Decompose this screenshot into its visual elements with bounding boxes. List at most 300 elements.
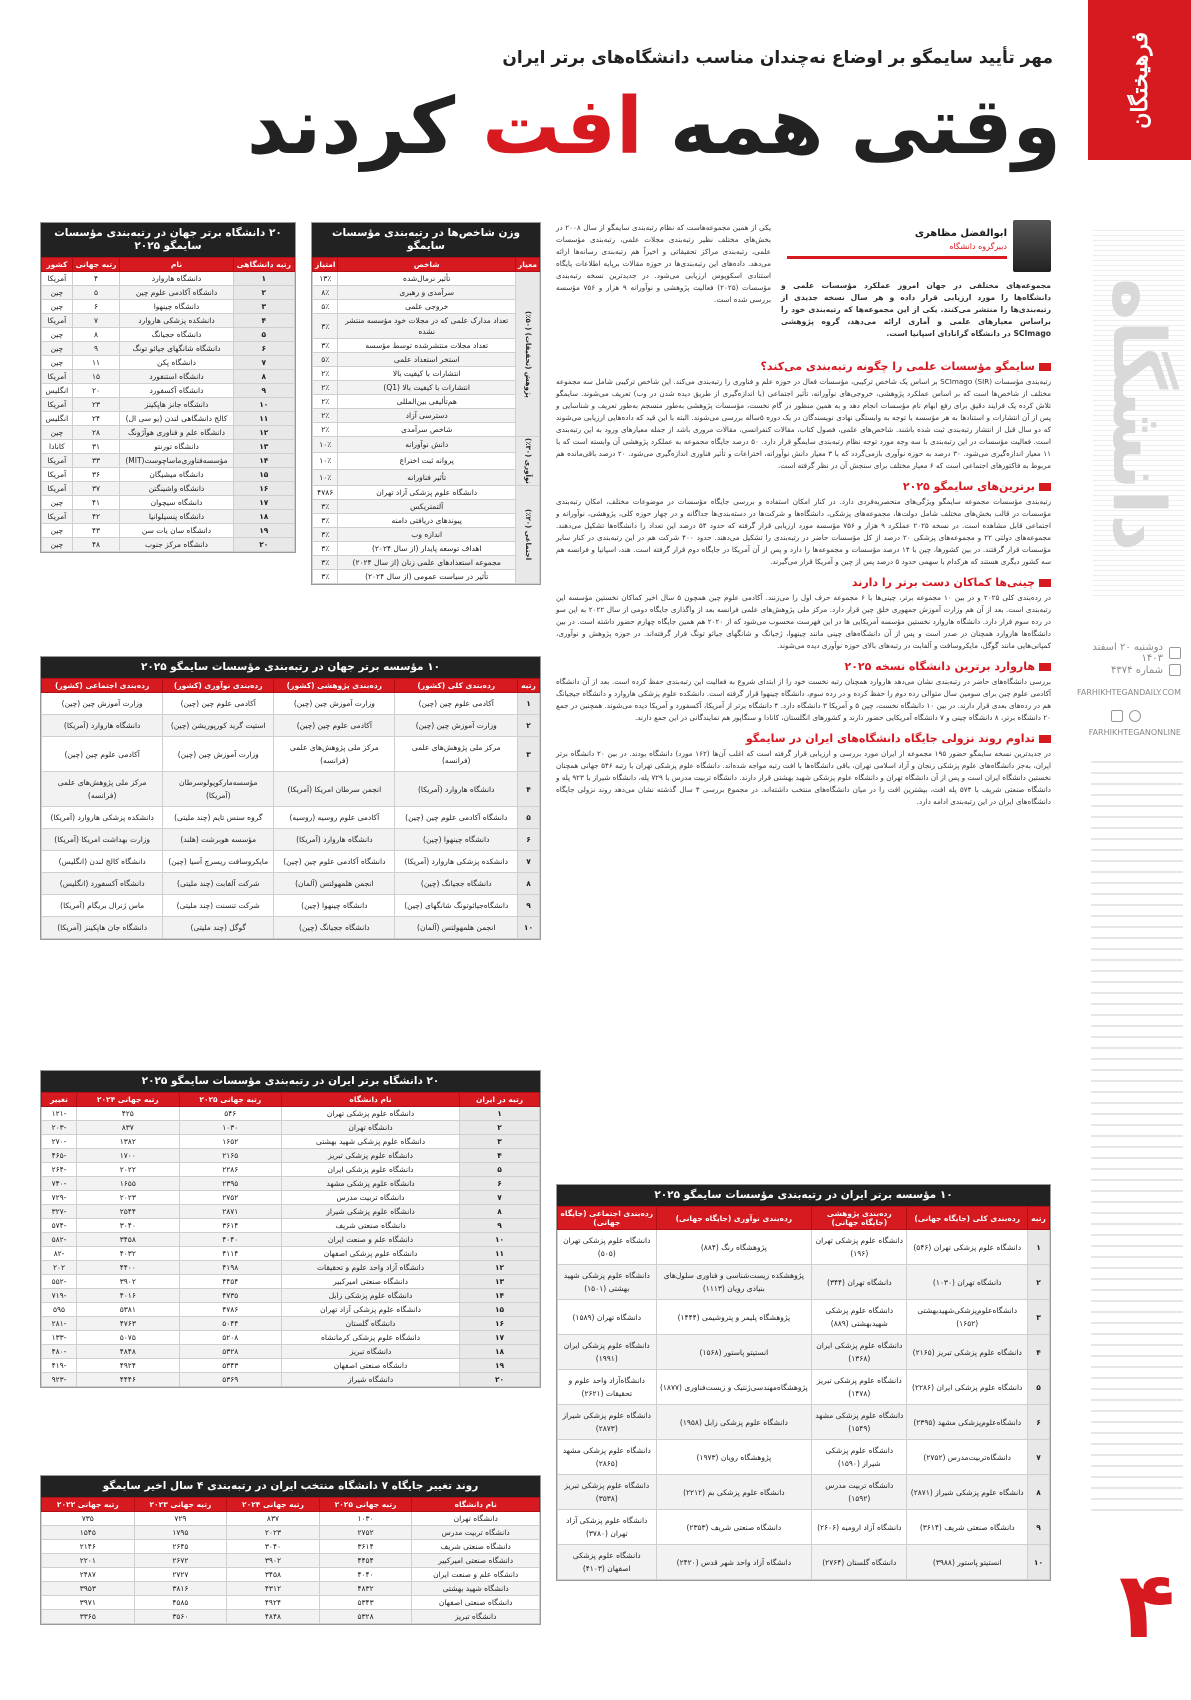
table-cell: ۴۱۱۴	[179, 1247, 281, 1261]
table-cell: دانشگاه علوم پزشکی تبریز (۲۱۶۵)	[907, 1335, 1028, 1370]
table-cell: دانشگاه علوم پزشکی ایران (۱۹۹۱)	[558, 1335, 657, 1370]
table-cell: ۸	[233, 370, 294, 384]
table-cell: ۱۷۹۵	[134, 1526, 227, 1540]
table-row	[42, 1373, 540, 1387]
column-header: نام دانشگاه	[282, 1093, 460, 1107]
table-cell: -۷۴۰	[42, 1177, 77, 1191]
column-header: رده‌بندی پژوهشی (جایگاه جهانی)	[812, 1207, 907, 1230]
table-cell: ۶	[460, 1177, 540, 1191]
section-heading: سایمگو مؤسسات علمی را چگونه رتبه‌بندی می‌کند؟	[556, 360, 1051, 373]
table-cell: ۱۴	[460, 1289, 540, 1303]
table-cell: ۹	[518, 895, 540, 917]
table-cell: آکادمی علوم چین (چین)	[274, 715, 395, 737]
column-header: رتبه جهانی ۲۰۲۵	[319, 1498, 412, 1512]
column-header: کشور	[42, 258, 73, 272]
table-cell: ۸۳۷	[227, 1512, 320, 1526]
website-line[interactable]: FARHIKHTEGANDAILY.COM	[1077, 688, 1181, 697]
table-cell: آلتمتریکس	[338, 499, 515, 513]
table-row	[558, 1405, 1050, 1440]
table-cell: دانشگاه علوم پزشکی مشهد (۲۸۶۵)	[558, 1440, 657, 1475]
table-cell: ۹	[1028, 1510, 1050, 1545]
table-cell: ۲۷۵۲	[319, 1526, 412, 1540]
table-cell: ۲۰۲۲	[77, 1163, 179, 1177]
table-cell: ۲	[1028, 1265, 1050, 1300]
table-cell: دانشگاه علوم پزشکی شهید بهشتی (۱۵۰۱)	[558, 1265, 657, 1300]
table-cell: ۵۳۴۳	[319, 1596, 412, 1610]
author-name: ابوالفضل مظاهری	[914, 228, 1007, 239]
table-row	[313, 423, 540, 437]
table-row	[42, 300, 295, 314]
table-cell: دانشگاه علم و فناوری هوآژونگ	[120, 426, 233, 440]
table-cell: دانشگاه تهران	[412, 1512, 540, 1526]
table-cell: ۴۰۳۲	[77, 1247, 179, 1261]
table-cell: ۳۶	[72, 468, 120, 482]
column-header: معیار	[515, 258, 539, 272]
table-row	[42, 440, 295, 454]
column-header: امتیاز	[313, 258, 338, 272]
trend-table	[40, 1475, 541, 1625]
column-header: رده‌بندی اجتماعی (جایگاه جهانی)	[558, 1207, 657, 1230]
author-box	[781, 220, 1051, 276]
table-cell: ۴۴۴۶	[77, 1373, 179, 1387]
table-cell: ۱۱	[72, 356, 120, 370]
table-cell: دانشگاه آکسفورد (انگلیس)	[42, 873, 163, 895]
table-cell: ۱۱	[460, 1247, 540, 1261]
table-row	[42, 1233, 540, 1247]
table-cell: سرآمدی و رهبری	[338, 286, 515, 300]
table-row	[42, 1359, 540, 1373]
table-row	[42, 370, 295, 384]
table-cell: -۲۷۰	[42, 1135, 77, 1149]
table-row	[42, 895, 540, 917]
heading-marker-icon	[1039, 735, 1051, 743]
table-cell: کالج دانشگاهی لندن (یو سی ال)	[120, 412, 233, 426]
table-cell: ۴۰۴۰	[179, 1233, 281, 1247]
table-cell: ۲۸۷۱	[179, 1205, 281, 1219]
table-row	[42, 1554, 540, 1568]
table-cell: ۲۷۲۷	[134, 1568, 227, 1582]
table-cell: دانشگاه صنعتی اصفهان	[282, 1359, 460, 1373]
table-cell: مؤسسه‌مارکوپولوسرطان (آمریکا)	[163, 772, 274, 807]
social-handle[interactable]: FARHIKHTEGANONLINE	[1088, 728, 1181, 737]
table-cell: ۲۵۴۴	[77, 1205, 179, 1219]
table-cell: چین	[42, 426, 73, 440]
table-cell: دانشگاه چینهوا (چین)	[395, 829, 518, 851]
table-cell: ۲٪	[313, 367, 338, 381]
decorative-lines	[1091, 760, 1183, 1520]
table-cell: ۵۹۵	[42, 1303, 77, 1317]
table-row	[42, 496, 295, 510]
table-row	[313, 513, 540, 527]
table-row	[42, 1205, 540, 1219]
table-cell: ۴۱	[72, 496, 120, 510]
table-cell: دانشگاه استنفورد	[120, 370, 233, 384]
column-header: رده‌بندی نوآوری (جایگاه جهانی)	[656, 1207, 812, 1230]
table-cell: چین	[42, 356, 73, 370]
column-header: تغییر	[42, 1093, 77, 1107]
table-cell: ۲	[518, 715, 540, 737]
kicker: مهر تأیید سایمگو بر اوضاع نه‌چندان مناسب دانشگاه‌های برتر ایران	[502, 48, 1053, 68]
table-cell: ۴۸۴۸	[77, 1345, 179, 1359]
table-cell: ۳۹۰۲	[227, 1554, 320, 1568]
table-cell: -۱۳۳	[42, 1331, 77, 1345]
table-cell: دانشگاه علوم پزشکی شهیدبهشتی (۸۸۹)	[812, 1300, 907, 1335]
table-cell: دانشگاه کالج لندن (انگلیس)	[42, 851, 163, 873]
table-row	[313, 409, 540, 423]
table-cell: آکادمی علوم روسیه (روسیه)	[274, 807, 395, 829]
table-row	[313, 381, 540, 395]
table-cell: دانشگاه علوم پزشکی تهران (۱۹۶)	[812, 1230, 907, 1265]
table-row	[42, 314, 295, 328]
table-cell: دانشگاه علوم پزشکی آزاد تهران	[338, 485, 515, 499]
table-cell: ۵۰۷۵	[77, 1331, 179, 1345]
section-text: در رده‌بندی کلی ۲۰۲۵ و در بین ۱۰ مجموعه برتر، چینی‌ها با ۶ مجموعه حرف اول را می‌زنند. آکادمی علوم چین همچون ۵ سال اخیر کماکان نخستین مؤسسه این رتبه‌بندی است. بعد از آن هم وزارت آموزش جمهوری خلق چین قرار دارد. مرکز ملی پژوهش‌های علمی فرانسه بعد از واگذاری جایگاه دومی از سال ۲۰۲۲ به این سو در رده سوم قرار دارد. دانشگاه هاروارد نخستین مؤسسه آمریکایی ها در این فهرست محسوب می‌شود که از ۲۰۲۰ هم همین جایگاه چهارم حضور داشته است. در بین دانشگاه‌ها هاروارد همچنان در صدر است و پس از آن دانشگاه‌های چینی مانند چینهوا، ژجیانگ و شانگهای جیائو تونگ قرار گرفته‌اند. در حوزه پژوهش و نوآوری، کمپانی‌هایی مانند گوگل، مایکروسافت و آلفابت در رتبه‌های بالای حوزه نوآوری دیده می‌شوند.	[556, 593, 1051, 650]
section-heading: تداوم روند نزولی جایگاه دانشگاه‌های ایران در سایمگو	[556, 732, 1051, 745]
table-row	[313, 555, 540, 569]
table-cell: دانشگاه صنعتی امیرکبیر	[412, 1554, 540, 1568]
heading-marker-icon	[1039, 579, 1051, 587]
table-row	[42, 482, 295, 496]
table-cell: -۵۸۲	[42, 1233, 77, 1247]
table-cell: دانشگاه علم و صنعت ایران	[282, 1233, 460, 1247]
table-cell: ۲٪	[313, 395, 338, 409]
table-cell: ۳	[460, 1135, 540, 1149]
table-row	[42, 1303, 540, 1317]
table-cell: ۵۲۰۸	[179, 1331, 281, 1345]
table-cell: ۲۱۶۵	[179, 1149, 281, 1163]
table-cell: -۹۲۳	[42, 1373, 77, 1387]
table-cell: چین	[42, 300, 73, 314]
table-cell: ۴۴۵۴	[319, 1554, 412, 1568]
table-cell: ۱۰	[233, 398, 294, 412]
table-row	[42, 1610, 540, 1624]
table-cell: -۴۱۹	[42, 1359, 77, 1373]
table-cell: آمریکا	[42, 370, 73, 384]
issue-line: شماره ۴۳۷۴	[1071, 664, 1181, 676]
table-row	[42, 328, 295, 342]
table-cell: ۶	[1028, 1405, 1050, 1440]
table-cell: ۲۲۸۶	[179, 1163, 281, 1177]
table-cell: دانشگاه علم و صنعت ایران	[412, 1568, 540, 1582]
table-row	[558, 1230, 1050, 1265]
table-row	[42, 737, 540, 772]
table-cell: دانشگاه‌جیائوتونگ شانگهای (چین)	[395, 895, 518, 917]
table-cell: ۵	[72, 286, 120, 300]
table-cell: آکادمی علوم چین (چین)	[42, 737, 163, 772]
table-cell: ۱۷۰۰	[77, 1149, 179, 1163]
table-cell: دانشگاه تبریز	[412, 1610, 540, 1624]
table-cell: ۲۸	[72, 426, 120, 440]
table-cell: ۱۰٪	[313, 437, 338, 453]
author-role: دبیرگروه دانشگاه	[949, 242, 1007, 251]
table-cell: شاخص سرآمدی	[338, 423, 515, 437]
table-row	[313, 367, 540, 381]
section-heading: برترین‌های سایمگو ۲۰۲۵	[556, 480, 1051, 493]
table-row	[42, 1163, 540, 1177]
table-cell: -۳۲۷	[42, 1205, 77, 1219]
table-cell: ۱۲	[460, 1261, 540, 1275]
table-row	[42, 917, 540, 939]
table-cell: وزارت آموزش چین (چین)	[274, 693, 395, 715]
section-text: در جدیدترین نسخه سایمگو حضور ۱۹۵ مجموعه از ایران مورد بررسی و ارزیابی قرار گرفته است که اغلب آن‌ها (۱۶۲ مورد) دانشگاه بودند. در بین ۲۰ دانشگاه برتر ایران، به‌جز دانشگاه‌های علوم پزشکی زنجان و آزاد اسلامی تهران، باقی دانشگاه‌ها با افت رتبه مواجه شده‌اند. دانشگاه علوم پزشکی تهران با رتبه ۵۴۶ جهانی همچنان نخستین دانشگاه ایران است و پس از آن دانشگاه تهران و دانشگاه علوم پزشکی شهید بهشتی قرار دارند. دانشگاه تربیت مدرس با ۷۲۹ پله، دانشگاه شیراز با ۹۲۳ پله و دانشگاه صنعتی شریف با ۵۷۴ پله افت، بیشترین افت را در میان دانشگاه‌های منتخب داشته‌اند. در مجموع بررسی ۴ سال گذشته نشان می‌دهد روند نزولی جایگاه دانشگاه‌های ایران در این رتبه‌بندی ادامه دارد.	[556, 749, 1051, 806]
table-cell: ۳٪	[313, 541, 338, 555]
table-cell: ۳	[233, 300, 294, 314]
table-cell: دانشگاه علوم پزشکی تهران	[282, 1107, 460, 1121]
table-cell: -۲۸۱	[42, 1317, 77, 1331]
logo-box	[1088, 0, 1191, 160]
table-cell: دانشگاه علوم پزشکی شیراز	[282, 1205, 460, 1219]
world20-table	[40, 222, 296, 553]
table-row	[42, 772, 540, 807]
table-row	[313, 300, 540, 314]
column-header: شاخص	[338, 258, 515, 272]
table-cell: ۱	[518, 693, 540, 715]
table-cell: تأثیر نرمال‌شده	[338, 272, 515, 286]
column-header: رتبه در ایران	[460, 1093, 540, 1107]
table-cell: ۵	[518, 807, 540, 829]
table-cell: دانشگاه مرکز جنوب	[120, 538, 233, 552]
table-cell: ۲۰۲۳	[227, 1526, 320, 1540]
table-cell: انتشارات با کیفیت بالا (Q1)	[338, 381, 515, 395]
table-cell: انستیتو پاستور (۱۵۶۸)	[656, 1335, 812, 1370]
column-header: رتبه دانشگاهی	[233, 258, 294, 272]
table-row	[558, 1475, 1050, 1510]
section-title: دانشگاه	[1097, 278, 1181, 552]
table-cell: دانشگاه علوم پزشکی مشهد (۱۵۴۹)	[812, 1405, 907, 1440]
instagram-icon	[1129, 710, 1141, 722]
section-text: بررسی دانشگاه‌های حاضر در رتبه‌بندی نشان می‌دهد هاروارد همچنان رتبه نخست خود را از ابتدای شروع به فعالیت این رتبه‌بندی حفظ کرده است. بعد از آن دانشگاه آکادمی علوم چین برای سومین سال متوالی رده دوم را حفظ کرده و در رده سوم، دانشگاه چینهوا قرار گرفته است. دانشکده علوم پزشکی هاروارد و دانشگاه جیجیانگ هم در رده‌های بعدی قرار دارند. در بین ۱۰ دانشگاه نخست، چین ۵ و آمریکا ۳ دانشگاه دارد. ۴ دانشگاه برتر از آمریکا، آکسفورد و آمریکا دیده می‌شوند. همچنین در جمع ۲۰ دانشگاه برتر، ۸ دانشگاه چینی و ۷ دانشگاه آمریکایی حضور دارند و کشورهای انگلستان، کانادا و سنگاپور هم نمایندگانی در این جمع دارند.	[556, 677, 1052, 722]
issue-icon	[1169, 664, 1181, 676]
table-cell: انجمن سرطان امریکا (آمریکا)	[274, 772, 395, 807]
table-cell: ۳	[1028, 1300, 1050, 1335]
table-row	[42, 1177, 540, 1191]
table-cell: دانشگاه ججیانگ (چین)	[395, 873, 518, 895]
table-cell: دانشگاه واشینگتن	[120, 482, 233, 496]
table-cell: دانشگاه آزاد واحد شهر قدس (۲۴۲۰)	[656, 1545, 812, 1580]
table-title: ۱۰ مؤسسه برتر جهان در رتبه‌بندی مؤسسات سایمگو ۲۰۲۵	[41, 657, 540, 678]
table-cell: دانشگاه پنسیلوانیا	[120, 510, 233, 524]
weights-table	[311, 222, 541, 585]
table-cell: دانشگاه چینهوا (چین)	[274, 895, 395, 917]
table-cell: شرکت آلفابت (چند ملیتی)	[163, 873, 274, 895]
table-cell: چین	[42, 328, 73, 342]
table-cell: ۴	[518, 772, 540, 807]
table-cell: دانشگاه تربیت مدرس	[282, 1191, 460, 1205]
table-cell: انستیتو پاستور (۳۹۸۸)	[907, 1545, 1028, 1580]
table-cell: آکادمی علوم چین (چین)	[395, 693, 518, 715]
table-cell: آمریکا	[42, 468, 73, 482]
table-cell: دانشگاه آکادمی علوم چین (چین)	[395, 807, 518, 829]
table-row	[42, 1135, 540, 1149]
table-cell: دانشکده پزشکی هاروارد (آمریکا)	[42, 807, 163, 829]
table-row	[42, 1247, 540, 1261]
table-row	[42, 538, 295, 552]
table-cell: پژوهشگاه رویان (۱۹۷۳)	[656, 1440, 812, 1475]
table-cell: دانشگاه تورنتو	[120, 440, 233, 454]
table-row	[42, 1191, 540, 1205]
table-cell: چین	[42, 538, 73, 552]
table-cell: دانشگاه گلستان (۲۷۶۴)	[812, 1545, 907, 1580]
table-cell: تعداد مدارک علمی که در مجلات خود مؤسسه منتشر نشده	[338, 314, 515, 339]
table-cell: استخر استعداد علمی	[338, 353, 515, 367]
table-row	[42, 807, 540, 829]
table-cell: ۶	[233, 342, 294, 356]
table-cell: دانشگاه هاروارد (آمریکا)	[274, 829, 395, 851]
table-cell: ۵۳۲۸	[179, 1345, 281, 1359]
table-cell: تأثیر در سیاست عمومی (از سال ۲۰۲۴)	[338, 569, 515, 583]
table-cell: ۴۸۳۲	[319, 1582, 412, 1596]
table-cell: ۲۷۵۲	[179, 1191, 281, 1205]
table-cell: ۴۸۴۸	[227, 1610, 320, 1624]
table-cell: ۳٪	[313, 527, 338, 541]
table-row	[313, 286, 540, 300]
table-cell: ۱۰٪	[313, 469, 338, 485]
page-number: ۴	[1118, 1552, 1175, 1659]
table-cell: ۱۲	[233, 426, 294, 440]
newspaper-logo: فرهیختگان	[1126, 31, 1153, 129]
table-cell: ۱۳	[233, 440, 294, 454]
table-cell: ۹	[72, 342, 120, 356]
table-cell: ۴۳۱۲	[227, 1582, 320, 1596]
table-cell: دانشگاه هاروارد (آمریکا)	[42, 715, 163, 737]
date-line: دوشنبه ۲۰ اسفند ۱۴۰۳	[1071, 642, 1181, 664]
table-cell: دانشگاه تهران (۱۰۳۰)	[907, 1265, 1028, 1300]
table-row	[42, 468, 295, 482]
table-cell: دانشگاه میشیگان	[120, 468, 233, 482]
table-cell: دانشگاه آکسفورد	[120, 384, 233, 398]
table-cell: ۳۵۶۰	[134, 1610, 227, 1624]
table-cell: دانشگاه شانگهای جیائو تونگ	[120, 342, 233, 356]
table-cell: ۵٪	[313, 353, 338, 367]
table-row	[42, 693, 540, 715]
column-header: رده‌بندی کلی (جایگاه جهانی)	[907, 1207, 1028, 1230]
table-cell: انتشارات با کیفیت بالا	[338, 367, 515, 381]
table-cell: دانشگاه آزاد واحد علوم و تحقیقات	[282, 1261, 460, 1275]
table-cell: دانشگاه علوم پزشکی ایران	[282, 1163, 460, 1177]
table-cell: مرکز ملی پژوهش‌های علمی (فرانسه)	[395, 737, 518, 772]
table-cell: ۵	[460, 1163, 540, 1177]
criterion-group: پژوهش (تحقیقات) (۵۰٪)	[515, 272, 539, 437]
section-heading: چینی‌ها کماکان دست برتر را دارند	[556, 576, 1051, 589]
table-cell: ۴۷۸۶	[313, 485, 338, 499]
table-cell: انگلیس	[42, 412, 73, 426]
table-row	[42, 286, 295, 300]
table-cell: چین	[42, 342, 73, 356]
table-cell: ۷	[1028, 1440, 1050, 1475]
table-row	[42, 873, 540, 895]
table-cell: وزارت آموزش چین (چین)	[42, 693, 163, 715]
table-cell: ۱۰	[518, 917, 540, 939]
table-cell: ۱۰	[1028, 1545, 1050, 1580]
table-cell: ۲٪	[313, 381, 338, 395]
table-cell: دانشگاه تربیت مدرس	[412, 1526, 540, 1540]
table-title: وزن شاخص‌ها در رتبه‌بندی مؤسسات سایمگو	[312, 223, 540, 257]
table-cell: انجمن هلمهولتس (آلمان)	[395, 917, 518, 939]
column-header: نام	[120, 258, 233, 272]
section-text: رتبه‌بندی مؤسسات SCImago (SIR) بر اساس یک شاخص ترکیبی، مؤسسات فعال در حوزه علم و فناوری را رتبه‌بندی می‌کند. این شاخص ترکیبی شامل سه مجموعه مختلف از شاخص‌ها است که بر اساس عملکرد پژوهشی، خروجی‌های نوآورانه، تأثیر اجتماعی (با اندازه‌گیری از طریق دیده شدن در وب) تعریف می‌شوند. سایمگو تلاش کرده یک فرایند دقیق برای رفع ابهام نام مؤسسات انجام دهد و به همین منظور در گام نخست، مؤسسات پژوهشی به‌طور منسجم به‌طور تعریف و شناسایی و پس از آن انتشارات و استنادها به هر مؤسسه با توجه به وابستگی نهادی نویسندگان در یک دوره ۵ساله بررسی می‌شوند. البته با این قید که داده‌هایی ارزیابی می‌شوند که دو سال قبل از انتشار رتبه‌بندی ثبت شده باشند. شاخص‌های علمی، فصول کتاب، مقالات کنفرانسی، مقالات مروری باشد از جمله معیارهای ورود به این رتبه‌بندی است. فعالیت مؤسسات در این رتبه‌بندی با سه وجه مورد توجه نظام رتبه‌بندی سایمگو قرار دارد. ۵۰ درصد جایگاه مجموعه به عملکرد پژوهشی آن وابسته است که با ۱۱ معیار اندازه‌گیری می‌شود. ۳۰ درصد به حوزه نوآوری بازمی‌گردد که با ۳ معیار دانش نوآورانه، اختراعات و تأثیر فناوری اندازه‌گیری می‌شود. ۲۰ درصد باقی‌مانده هم مربوط به فاکتورهای اجتماعی است که ۶ معیار مختلف برای سنجش آن در نظر گرفته است.	[556, 377, 1052, 470]
table-cell: ۲۶۷۲	[134, 1554, 227, 1568]
table-cell: ۴۹۲۴	[227, 1596, 320, 1610]
table-cell: ۱	[233, 272, 294, 286]
table-cell: دانشگاه علوم پزشکی تبریز (۱۴۷۸)	[812, 1370, 907, 1405]
table-cell: ۱۴	[233, 454, 294, 468]
table-cell: ۱۶	[460, 1317, 540, 1331]
table-cell: وزارت آموزش چین (چین)	[395, 715, 518, 737]
table-cell: ۵۳۸۱	[77, 1303, 179, 1317]
table-cell: گوگل (چند ملیتی)	[163, 917, 274, 939]
table-cell: -۲۶۴	[42, 1163, 77, 1177]
table-row	[42, 426, 295, 440]
table-cell: دانشگاه صنعتی شریف (۲۳۵۳)	[656, 1510, 812, 1545]
table-row	[558, 1370, 1050, 1405]
table-cell: ۴۱۹۸	[179, 1261, 281, 1275]
table-cell: ۸	[518, 873, 540, 895]
table-cell: ۷	[518, 851, 540, 873]
table-cell: ۷	[233, 356, 294, 370]
table-cell: ۳۰۴۰	[227, 1540, 320, 1554]
table-row	[313, 499, 540, 513]
table-cell: ۳۴۵۸	[77, 1233, 179, 1247]
table-cell: گروه سنس تایم (چند ملیتی)	[163, 807, 274, 829]
column-header: رتبه	[518, 679, 540, 693]
table-cell: ۲۱۴۶	[42, 1540, 135, 1554]
table-cell: دانشگاه تربیت مدرس (۱۵۹۲)	[812, 1475, 907, 1510]
table-cell: دانشگاه صنعتی شریف	[412, 1540, 540, 1554]
table-cell: پیوندهای دریافتی دامنه	[338, 513, 515, 527]
table-cell: ۳۹۵۳	[42, 1582, 135, 1596]
table-cell: ۱۸	[460, 1345, 540, 1359]
column-header: رتبه جهانی ۲۰۲۳	[134, 1498, 227, 1512]
table-row	[313, 453, 540, 469]
table-cell: ۴۷۸۶	[179, 1303, 281, 1317]
table-cell: ۳٪	[313, 513, 338, 527]
table-cell: ۱۵	[233, 468, 294, 482]
table-cell: دانشگاه‌علوم‌پزشکی مشهد (۲۳۹۵)	[907, 1405, 1028, 1440]
table-cell: ۷۲۹	[134, 1512, 227, 1526]
table-row	[558, 1440, 1050, 1475]
heading-marker-icon	[1039, 363, 1051, 371]
table-cell: ۱۳	[460, 1275, 540, 1289]
table-cell: ۴	[233, 314, 294, 328]
table-cell: ۷	[72, 314, 120, 328]
table-cell: ۳۷	[72, 482, 120, 496]
table-cell: وزارت آموزش چین (چین)	[163, 737, 274, 772]
table-cell: دانشگاه علوم پزشکی شیراز (۲۸۷۳)	[558, 1405, 657, 1440]
table-cell: ۱۷	[233, 496, 294, 510]
table-cell: ۲۰	[72, 384, 120, 398]
table-cell: مایکروسافت ریسرچ آسیا (چین)	[163, 851, 274, 873]
table-cell: دانشگاه گلستان	[282, 1317, 460, 1331]
table-cell: ۵۳۴۳	[179, 1359, 281, 1373]
table-cell: ۵۰۴۴	[179, 1317, 281, 1331]
table-row	[313, 541, 540, 555]
table-cell: دانشگاه علوم پزشکی آزاد تهران	[282, 1303, 460, 1317]
table-row	[313, 437, 540, 453]
table-row	[42, 524, 295, 538]
table-cell: دانشگاه آزاد ارومیه (۲۶۰۶)	[812, 1510, 907, 1545]
table-cell: دانشگاه علوم پزشکی تبریز (۳۵۳۸)	[558, 1475, 657, 1510]
author-divider	[787, 256, 1007, 259]
table-row	[42, 1540, 540, 1554]
table-row	[313, 353, 540, 367]
table-cell: -۴۶۵	[42, 1149, 77, 1163]
table-cell: ۳۹۰۲	[77, 1275, 179, 1289]
table-cell: ۱۳۸۲	[77, 1135, 179, 1149]
table-cell: ۴۷۳۵	[179, 1289, 281, 1303]
table-cell: ۶	[518, 829, 540, 851]
calendar-icon	[1169, 647, 1181, 659]
table-cell: ۵	[233, 328, 294, 342]
